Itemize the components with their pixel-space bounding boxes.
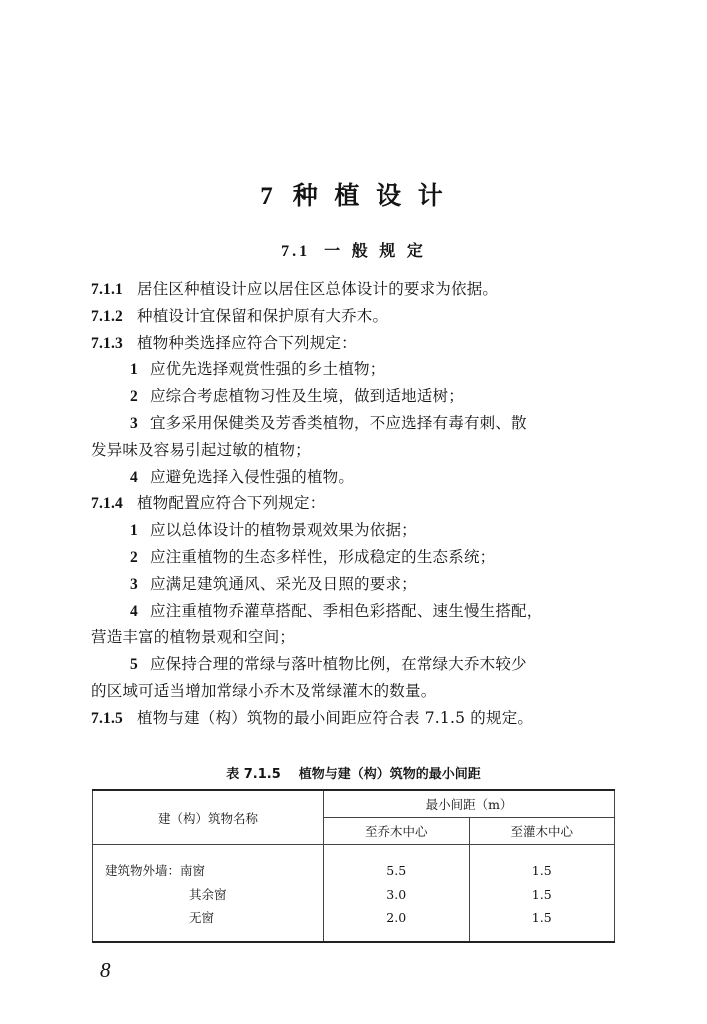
item-number: 3 — [130, 575, 138, 593]
continuation-line — [91, 437, 619, 464]
paragraph-text: 发异味及容易引起过敏的植物； — [91, 440, 311, 459]
paragraph-text: 种植设计宜保留和保护原有大乔木。 — [137, 306, 389, 325]
paragraph-text: 植物种类选择应符合下列规定： — [137, 333, 357, 352]
table-title-text: 植物与建（构）筑物的最小间距 — [298, 767, 481, 782]
item-number: 4 — [130, 602, 138, 620]
list-item — [91, 464, 619, 491]
table-cell-shrub: 1.5 — [531, 863, 552, 878]
clause-number: 7.1.4 — [91, 495, 123, 513]
table-col-tree: 至乔木中心 — [324, 818, 470, 845]
chapter-number: 7 — [260, 183, 277, 210]
table-row-labels — [93, 845, 324, 943]
table-number: 表 7.1.5 — [226, 767, 281, 782]
item-number: 5 — [130, 656, 138, 674]
table-distance-header: 最小间距（m） — [324, 790, 615, 818]
clause-line — [91, 303, 619, 330]
table-cell-tree: 3.0 — [386, 886, 407, 902]
continuation-line — [91, 678, 619, 705]
table-shrub-values — [469, 845, 615, 943]
section-title — [0, 238, 707, 261]
section-title-text: 一 般 规 定 — [324, 241, 426, 260]
paragraph-text: 应综合考虑植物习性及生境，做到适地适树； — [149, 387, 464, 406]
paragraph-text: 植物与建（构）筑物的最小间距应符合表 7.1.5 的规定。 — [137, 708, 534, 727]
list-item — [91, 410, 619, 437]
clause-number: 7.1.1 — [91, 281, 123, 298]
chapter-title-text: 种 植 设 计 — [292, 181, 447, 210]
list-item — [91, 651, 619, 678]
clause-number: 7.1.2 — [91, 307, 123, 325]
clause-line — [91, 276, 619, 303]
paragraph-text: 居住区种植设计应以居住区总体设计的要求为依据。 — [137, 280, 499, 298]
page-number: 8 — [100, 958, 111, 982]
table-col-shrub: 至灌木中心 — [469, 818, 615, 845]
body-text — [91, 276, 619, 732]
list-item — [91, 383, 619, 410]
list-item — [91, 356, 619, 383]
paragraph-text: 宜多采用保健类及芳香类植物，不应选择有毒有刺、散 — [149, 413, 527, 432]
paragraph-text: 应注重植物的生态多样性，形成稳定的生态系统； — [149, 547, 496, 566]
paragraph-text: 应保持合理的常绿与落叶植物比例，在常绿大乔木较少 — [149, 655, 527, 674]
paragraph-text: 植物配置应符合下列规定： — [137, 494, 326, 513]
table-cell-shrub: 1.5 — [531, 886, 552, 902]
paragraph-text: 营造丰富的植物景观和空间； — [91, 628, 296, 647]
clause-line — [91, 490, 619, 517]
paragraph-text: 应避免选择入侵性强的植物。 — [149, 467, 355, 486]
continuation-line — [91, 624, 619, 651]
paragraph-text: 应注重植物乔灌草搭配、季相色彩搭配、速生慢生搭配， — [149, 601, 543, 620]
paragraph-text: 的区域可适当增加常绿小乔木及常绿灌木的数量。 — [91, 681, 437, 700]
list-item — [91, 517, 619, 544]
clause-line — [91, 705, 619, 732]
list-item — [91, 544, 619, 571]
table-group-label: 建筑物外墙： — [105, 863, 181, 878]
table-cell-tree: 5.5 — [386, 863, 407, 878]
table-cell-shrub: 1.5 — [531, 910, 552, 925]
table-row-label: 无窗 — [189, 910, 215, 925]
table-row-name: 南窗 — [180, 863, 206, 878]
paragraph-text: 应满足建筑通风、采光及日照的要求； — [149, 574, 417, 593]
item-number: 2 — [130, 388, 138, 406]
table-row-label: 其余窗 — [189, 886, 227, 902]
table-tree-values — [324, 845, 470, 943]
distance-table — [92, 789, 615, 943]
table-row-label — [105, 859, 323, 883]
item-number: 3 — [130, 414, 138, 432]
table-name-header: 建（构）筑物名称 — [93, 790, 324, 845]
list-item — [91, 598, 619, 625]
clause-line — [91, 330, 619, 357]
chapter-title — [0, 176, 707, 212]
section-number: 7.1 — [281, 243, 311, 260]
clause-number: 7.1.3 — [91, 334, 123, 352]
item-number: 2 — [130, 548, 138, 566]
list-item — [91, 571, 619, 598]
table-title — [0, 763, 707, 782]
paragraph-text: 应优先选择观赏性强的乡土植物； — [149, 360, 386, 379]
item-number: 1 — [130, 522, 138, 540]
item-number: 4 — [130, 468, 138, 486]
item-number: 1 — [130, 361, 138, 379]
clause-number: 7.1.5 — [91, 709, 123, 727]
paragraph-text: 应以总体设计的植物景观效果为依据； — [149, 521, 417, 540]
table-cell-tree: 2.0 — [386, 910, 407, 925]
